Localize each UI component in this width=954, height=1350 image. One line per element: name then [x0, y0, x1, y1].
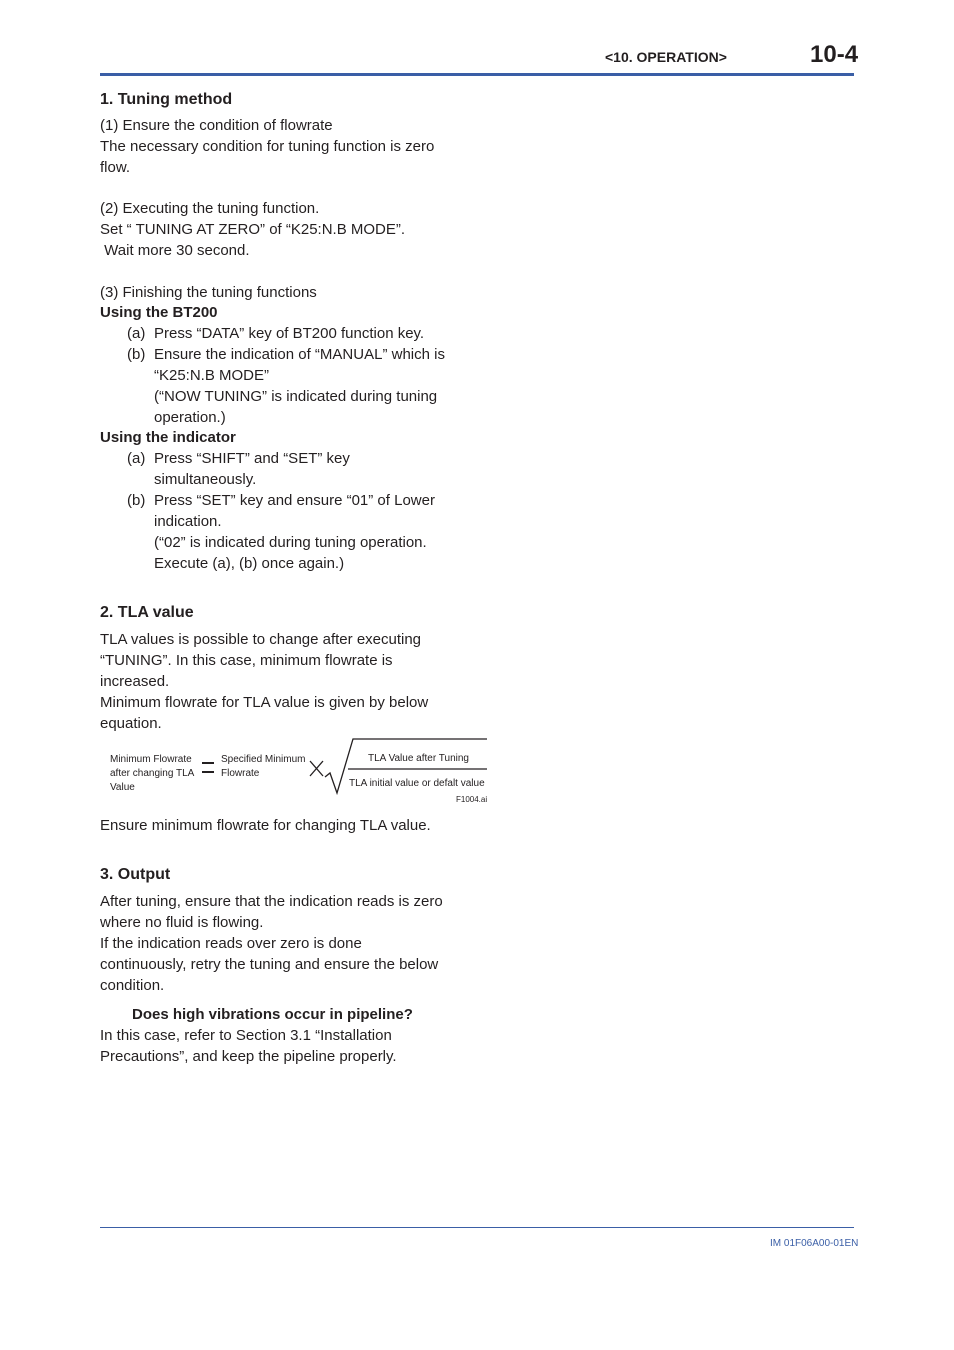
text-line: operation.) — [154, 409, 226, 426]
ind-a-marker: (a) — [127, 450, 146, 467]
s3-para1 — [100, 891, 443, 996]
text-line: Set “ TUNING AT ZERO” of “K25:N.B MODE”. — [100, 221, 406, 238]
bt200-a-text: Press “DATA” key of BT200 function key. — [154, 325, 425, 342]
bt200-a-marker: (a) — [127, 325, 146, 342]
equation-numerator: TLA Value after Tuning — [368, 753, 469, 764]
text-line: Execute (a), (b) once again.) — [154, 555, 345, 572]
document-id: IM 01F06A00-01EN — [770, 1238, 859, 1249]
s1-para3: (3) Finishing the tuning functions — [100, 284, 317, 301]
text-line: increased. — [100, 673, 170, 690]
text-line: Press “SHIFT” and “SET” key — [154, 450, 350, 467]
text-line: Ensure the indication of “MANUAL” which is — [154, 346, 445, 363]
text-line: Precautions”, and keep the pipeline properly. — [100, 1048, 397, 1065]
s3-question: Does high vibrations occur in pipeline? — [132, 1006, 413, 1023]
text-line: The necessary condition for tuning function is zero — [100, 138, 435, 155]
ind-b-text — [154, 490, 435, 574]
bt200-b-text — [154, 344, 445, 428]
ind-a-text — [154, 448, 350, 490]
text-line: TLA values is possible to change after executing — [100, 631, 422, 648]
text-line: Press “SET” key and ensure “01” of Lower — [154, 492, 435, 509]
text-line: “TUNING”. In this case, minimum flowrate is — [100, 652, 393, 669]
ind-b-marker: (b) — [127, 492, 146, 509]
text-line: flow. — [100, 159, 131, 176]
bt200-title: Using the BT200 — [100, 304, 218, 321]
s1-para2 — [100, 198, 405, 261]
times-sign — [310, 761, 323, 776]
text-line: indication. — [154, 513, 222, 530]
text-line: After tuning, ensure that the indication reads is zero — [100, 893, 443, 910]
equals-sign-top — [202, 762, 214, 764]
page-number: 10-4 — [810, 41, 859, 68]
s2-para1 — [100, 629, 428, 734]
heading-tuning-method: 1. Tuning method — [100, 91, 233, 108]
equation-denominator: TLA initial value or defalt value — [349, 778, 485, 789]
text-line: Specified Minimum — [221, 754, 306, 765]
s3-para2 — [100, 1025, 397, 1067]
header-rule — [100, 73, 854, 76]
text-line: (“NOW TUNING” is indicated during tuning — [154, 388, 438, 405]
text-line: (1) Ensure the condition of flowrate — [100, 117, 333, 134]
text-line: Flowrate — [221, 768, 260, 779]
text-line: (“02” is indicated during tuning operation. — [154, 534, 427, 551]
heading-tla-value: 2. TLA value — [100, 604, 194, 621]
text-line: condition. — [100, 977, 165, 994]
s1-para1 — [100, 115, 434, 178]
text-line: In this case, refer to Section 3.1 “Installation — [100, 1027, 392, 1044]
text-line: “K25:N.B MODE” — [154, 367, 270, 384]
text-line: Value — [110, 782, 135, 793]
text-line: Wait more 30 second. — [100, 242, 250, 259]
heading-output: 3. Output — [100, 866, 171, 883]
section-header: <10. OPERATION> — [605, 49, 727, 65]
text-line: Minimum Flowrate — [110, 754, 192, 765]
text-line: after changing TLA — [110, 768, 195, 779]
footer-rule — [100, 1227, 854, 1228]
text-line: where no fluid is flowing. — [100, 914, 264, 931]
equation-lhs — [110, 753, 194, 795]
figure-file-id: F1004.ai — [456, 795, 488, 804]
text-line: equation. — [100, 715, 162, 732]
indicator-title: Using the indicator — [100, 429, 236, 446]
text-line: If the indication reads over zero is done — [100, 935, 362, 952]
bt200-b-marker: (b) — [127, 346, 146, 363]
text-line: simultaneously. — [154, 471, 257, 488]
text-line: Minimum flowrate for TLA value is given by below — [100, 694, 429, 711]
s2-after-figure: Ensure minimum flowrate for changing TLA value. — [100, 817, 431, 834]
text-line: (2) Executing the tuning function. — [100, 200, 320, 217]
equation-specified — [221, 753, 305, 781]
equals-sign-bottom — [202, 771, 214, 773]
text-line: continuously, retry the tuning and ensure the below — [100, 956, 439, 973]
